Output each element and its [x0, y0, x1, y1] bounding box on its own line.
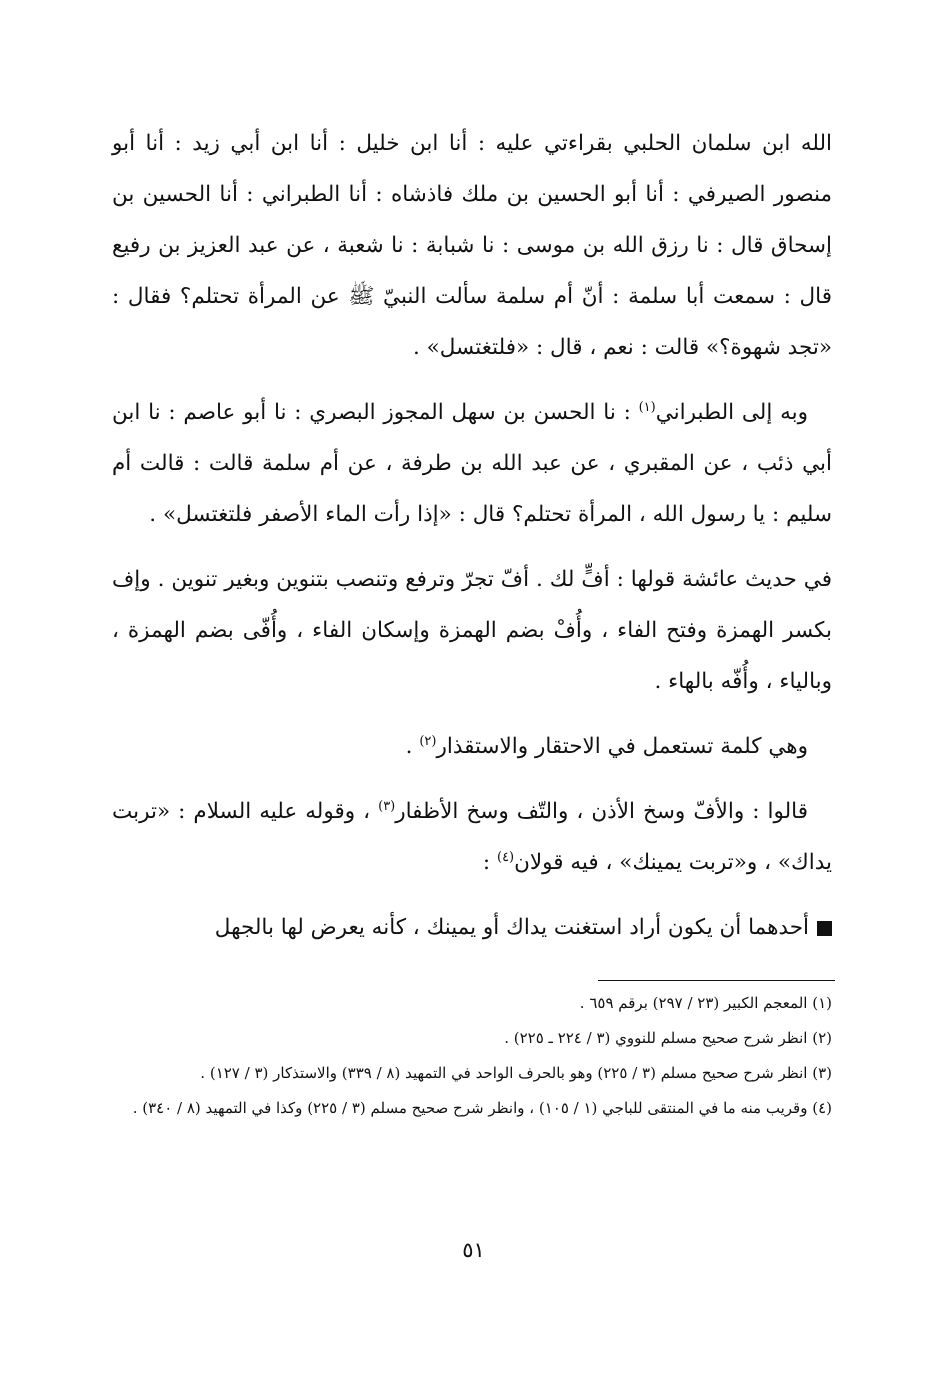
footnote-separator [598, 980, 835, 981]
footnote-ref-4: (٤) [496, 849, 515, 865]
footnote-1: (١) المعجم الكبير (٢٣ / ٢٩٧) برقم ٦٥٩ . [579, 994, 832, 1012]
paragraph-uff-meaning [112, 721, 832, 772]
paragraph-uff-meaning-end: . [405, 734, 420, 759]
footnote-2: (٢) انظر شرح صحيح مسلم للنووي (٣ / ٢٢٤ ـ ٢٢٥) . [504, 1029, 832, 1047]
paragraph-taribat [112, 786, 832, 888]
paragraph-taribat-middle: ، وقوله عليه السلام : «تربت يداك» ، و«تربت يمينك» ، فيه قولان [112, 799, 832, 875]
paragraph-tabarani-start: وبه إلى الطبراني [655, 400, 808, 425]
paragraph-first-opinion-text: أحدهما أن يكون أراد استغنت يداك أو يمينك ، كأنه يعرض لها بالجهل [214, 915, 809, 940]
paragraph-taribat-start: قالوا : والأفّ وسخ الأذن ، والتّف وسخ الأظفار [395, 799, 808, 824]
paragraph-aisha-hadith: في حديث عائشة قولها : أفٍّ لك . أفّ تجرّ وترفع وتنصب بتنوين وبغير تنوين . وإف بكسر الهمزة وفتح الفاء ، وأُفْ بضم الهمزة وإسكان الفاء ، وأُفّى بضم الهمزة ، وبالياء ، وأُفّه بالهاء . [112, 567, 832, 694]
footnote-ref-2: (٢) [419, 733, 437, 749]
footnote-4: (٤) وقريب منه ما في المنتقى للباجي (١ / ١٠٥) ، وانظر شرح صحيح مسلم (٣ / ٢٢٥) وكذا في التمهيد (٨ / ٣٤٠) . [132, 1099, 832, 1117]
footnotes [112, 986, 832, 1126]
footnote-ref-3: (٣) [378, 798, 396, 814]
footnote-3: (٣) انظر شرح صحيح مسلم (٣ / ٢٢٥) وهو بالحرف الواحد في التمهيد (٨ / ٣٣٩) والاستذكار (٣ / ١٢٧) . [200, 1064, 832, 1082]
square-bullet-icon [817, 921, 832, 936]
paragraph-tabarani [112, 387, 832, 540]
paragraph-isnad: الله ابن سلمان الحلبي بقراءتي عليه : أنا ابن خليل : أنا ابن أبي زيد : أنا أبو منصور الصيرفي : أنا أبو الحسين بن ملك فاذشاه : أنا الطبراني : أنا الحسين بن إسحاق قال : نا رزق الله بن موسى : نا شبابة : نا شعبة ، عن عبد العزيز بن رفيع قال : سمعت أبا سلمة : أنّ أم سلمة سألت النبيّ ﷺ عن المرأة تحتلم؟ فقال : «تجد شهوة؟» قالت : نعم ، قال : «فلتغتسل» . [112, 131, 832, 360]
page-number: ٥١ [462, 1238, 485, 1262]
paragraph-tabarani-rest: : نا الحسن بن سهل المجوز البصري : نا أبو عاصم : نا ابن أبي ذئب ، عن المقبري ، عن عبد الله بن طرفة ، عن أم سلمة قالت : قالت أم سليم : يا رسول الله ، المرأة تحتلم؟ قال : «إذا رأت الماء الأصفر فلتغتسل» . [112, 400, 832, 527]
paragraph-first-opinion [112, 902, 832, 953]
footnote-ref-1: (١) [638, 399, 656, 415]
paragraph-uff-meaning-text: وهي كلمة تستعمل في الاحتقار والاستقذار [436, 734, 808, 759]
paragraph-taribat-end: : [482, 850, 497, 875]
page-body [112, 118, 832, 953]
